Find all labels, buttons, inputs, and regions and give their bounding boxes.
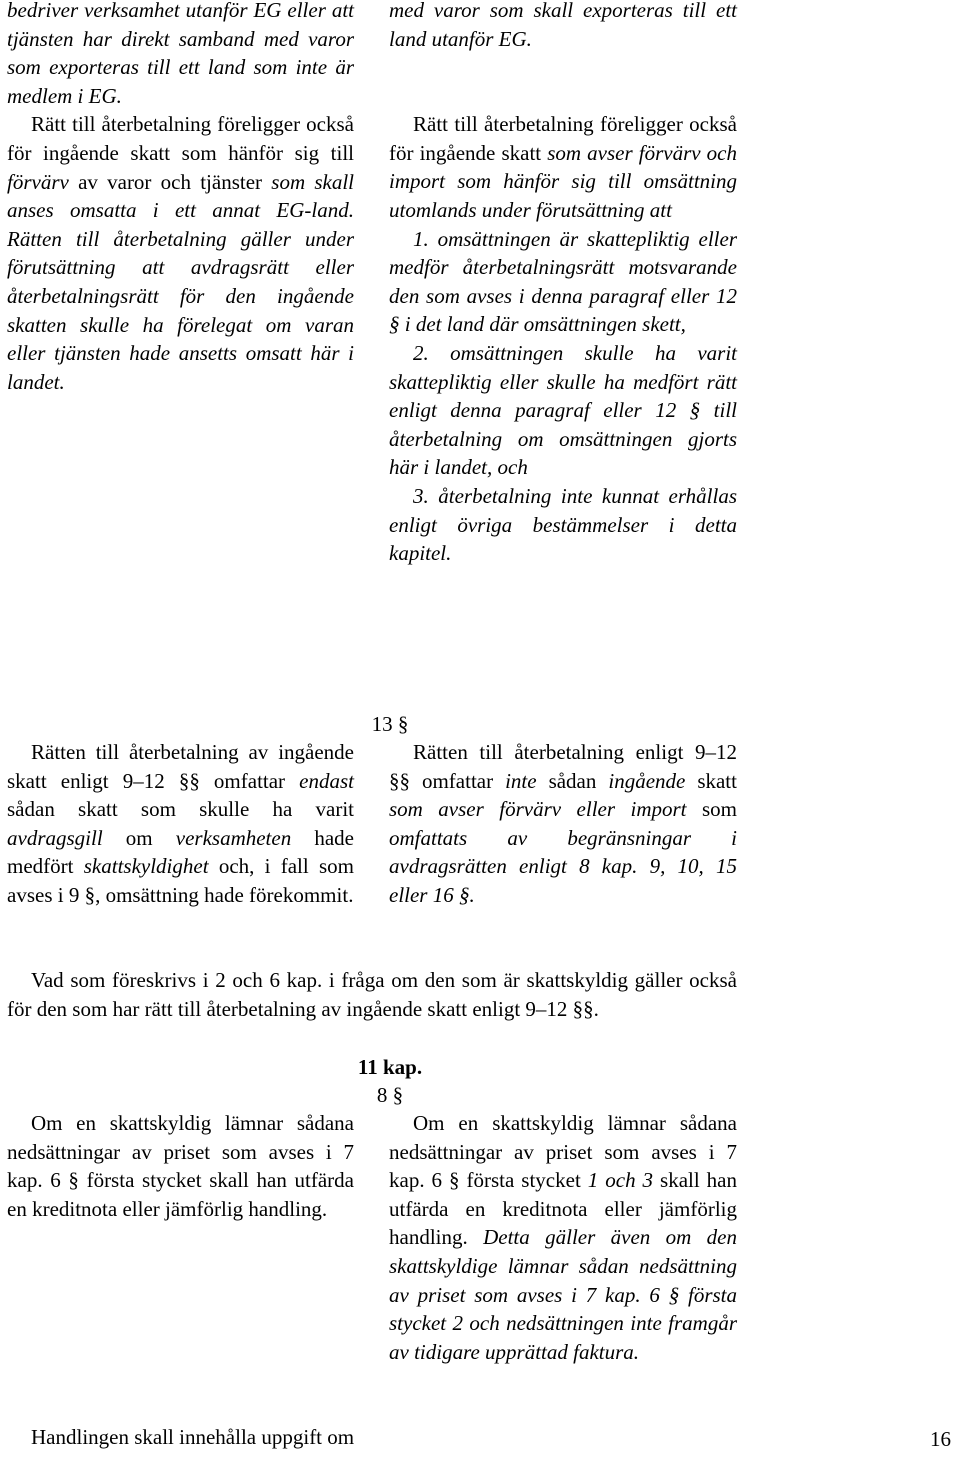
paragraph [7,0,354,110]
left-column-top [7,0,354,396]
text: hade medfört [7,825,354,879]
full-width-paragraph: Vad som föreskrivs i 2 och 6 kap. i fråga om den som är skattskyldig gäller också för den som har rätt till återbetalning av ingående skatt enligt 9–12 §§. [7,968,737,1021]
italic-text: avdragsgill [7,825,103,850]
text: om [102,825,176,850]
paragraph [389,738,737,910]
section-heading-8: 8 § [376,1083,404,1107]
italic-text: förvärv [7,169,69,194]
text: Om en skattskyldig lämnar sådana nedsättningar av priset som avses i 7 kap. 6 § första stycket [389,1111,737,1193]
italic-text: omfattats av begränsningar i avdragsrätten enligt 8 kap. 9, 10, 15 eller 16 §. [389,825,737,907]
text: sådan skatt som skulle ha varit [7,797,354,822]
paragraph [7,738,354,910]
right-column-13 [389,738,737,910]
italic-text: ingående [608,768,686,793]
italic-text: som avser förvärv och import som hänför sig till omsättning utomlands under förutsättning att [389,140,737,222]
italic-text: Detta gäller även om den skattskyldige lämnar sådan nedsättning av priset som avses i 7 kap. 6 § första stycket 2 och nedsättningen inte framgår av tidigare upprättad faktura. [389,1225,737,1364]
last-line: Handlingen skall innehålla uppgift om [31,1425,355,1449]
italic-text: verksamheten [175,825,292,850]
list-item [389,225,737,339]
italic-text: 2. omsättningen skulle ha varit skattepliktig eller skulle ha medfört rätt enligt denna paragraf eller 12 § till återbetalning om omsättningen gjorts här i landet, och [389,340,737,480]
section-heading-13: 13 § [371,712,409,736]
text: Rätt till återbetalning föreligger också för ingående skatt som hänför sig till [7,112,354,165]
text: och, i fall som avses i 9 §, omsättning hade förekommit. [7,854,354,907]
italic-text: som skall anses omsatta i ett annat EG-land. Rätten till återbetalning gäller under förutsättning att avdragsrätt eller återbetalningsrätt för den ingående skatten skulle ha förelegat om varan eller tjänsten hade ansetts omsatt här i landet. [7,169,354,394]
italic-text: 1. omsättningen är skattepliktig eller medför återbetalningsrätt motsvarande den som avses i denna paragraf eller 12 § i det land där omsättningen skett, [389,226,737,337]
list-item [389,482,737,568]
right-column-top [389,0,737,568]
italic-text: inte [505,768,537,793]
text: Rätten till återbetalning enligt 9–12 §§ omfattar [389,740,737,793]
paragraph [389,1109,737,1366]
chapter-heading: 11 kap. [357,1055,423,1079]
page-number: 16 [930,1427,951,1451]
italic-text: 3. återbetalning inte kunnat erhållas enligt övriga bestämmelser i detta kapitel. [389,483,737,566]
paragraph: Om en skattskyldig lämnar sådana nedsättningar av priset som avses i 7 kap. 6 § första stycket skall han utfärda en kreditnota eller jämförlig handling. [7,1111,354,1221]
list-item [389,339,737,482]
italic-text: med varor som skall exporteras till ett land utanför EG. [389,0,737,51]
paragraph [389,0,737,53]
italic-text: skattskyldighet [83,854,209,879]
text: Rätt till återbetalning föreligger också för ingående skatt [389,112,737,165]
paragraph [7,110,354,396]
text: som [686,797,737,822]
text: Rätten till återbetalning av ingående skatt enligt 9–12 §§ omfattar [7,740,354,793]
text: skatt [685,768,737,793]
spacer [389,53,737,110]
text: skall han utfärda en kreditnota eller jämförlig handling. [389,1168,737,1250]
paragraph [389,110,737,224]
italic-text: som avser förvärv eller import [389,797,687,822]
text: av varor och tjänster [68,169,272,194]
italic-text: endast [299,768,354,793]
left-column-8 [7,1109,354,1223]
italic-text: 1 och 3 [587,1168,654,1193]
left-column-13 [7,738,354,910]
right-column-8 [389,1109,737,1366]
italic-text: bedriver verksamhet utanför EG eller att tjänsten har direkt samband med varor som exporteras till ett land som inte är medlem i EG. [7,0,354,108]
text: sådan [536,768,609,793]
